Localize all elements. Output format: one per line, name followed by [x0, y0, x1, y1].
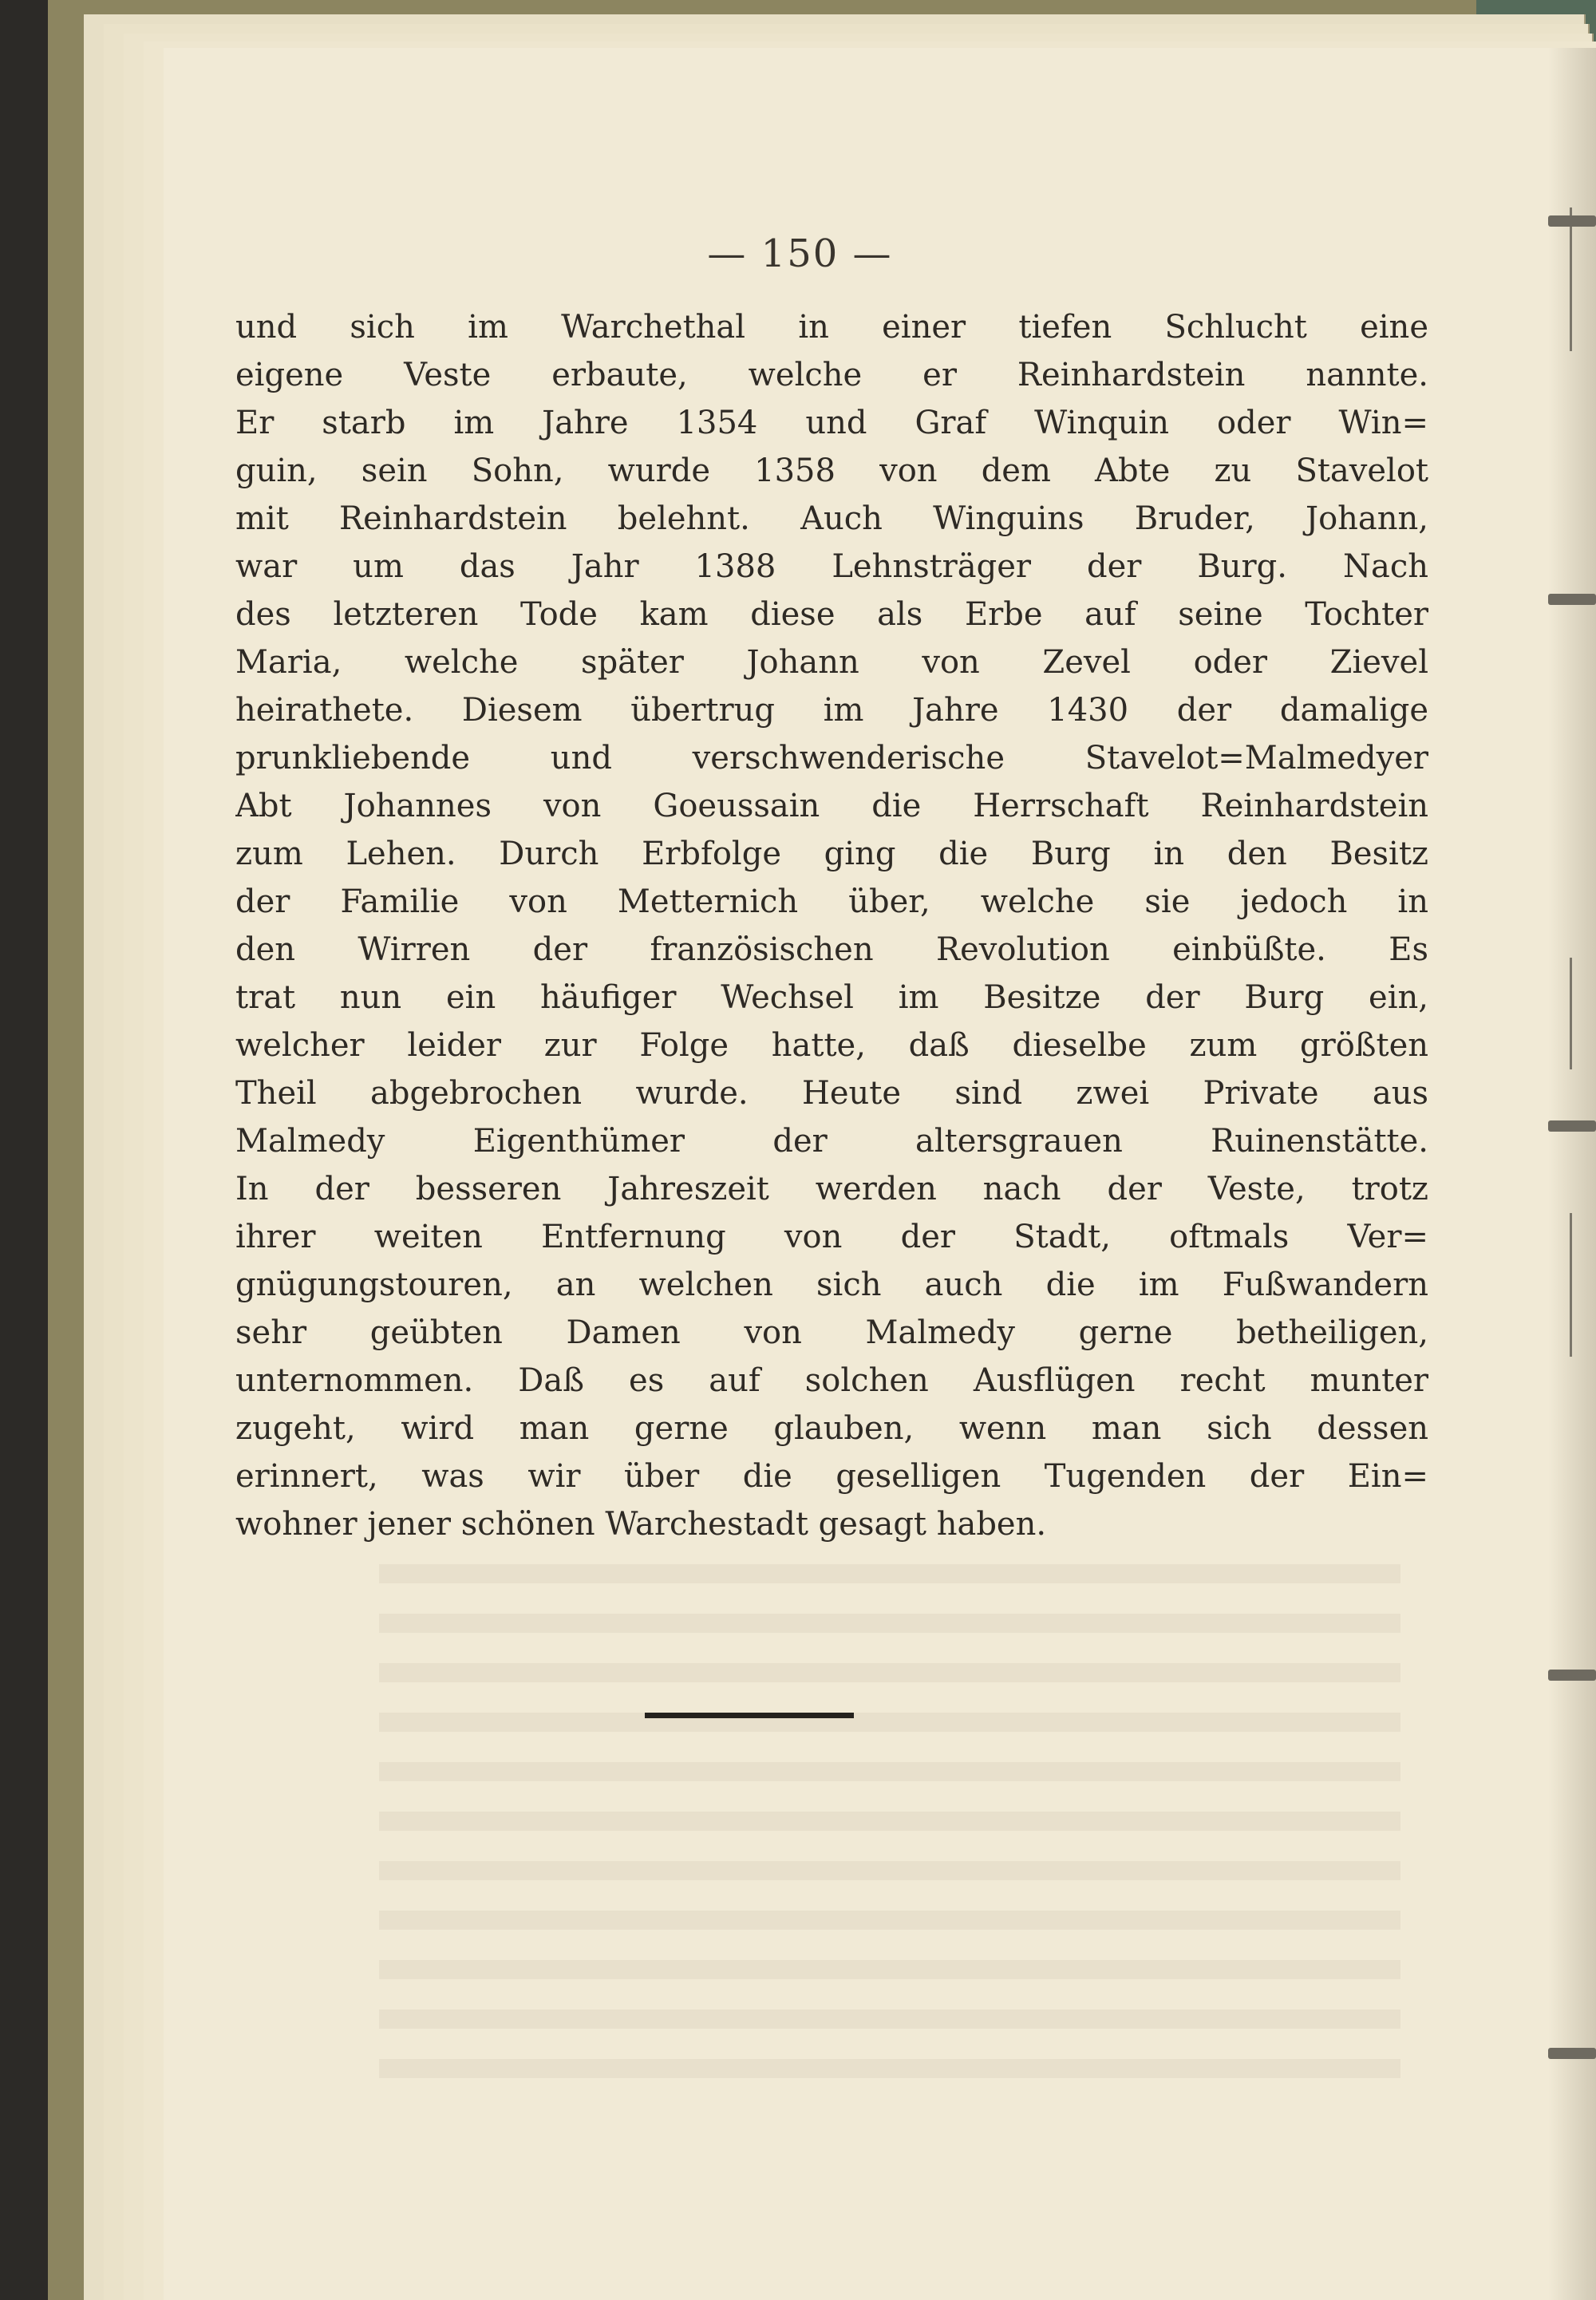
text-line: Malmedy Eigenthümer der altersgrauen Ruinenstätte. [235, 1123, 1428, 1160]
bleed-through-text [379, 1564, 1400, 2083]
binding-thread [1570, 958, 1572, 1069]
binding-thread [1570, 1213, 1572, 1357]
text-line: Er starb im Jahre 1354 und Graf Winquin oder Win= [235, 405, 1428, 441]
body-text [235, 303, 1428, 1548]
text-line: Theil abgebrochen wurde. Heute sind zwei Private aus [235, 1075, 1428, 1112]
end-of-chapter-rule [645, 1713, 854, 1718]
binding-clip-icon [1548, 594, 1596, 605]
text-line: heirathete. Diesem übertrug im Jahre 1430 der damalige [235, 692, 1428, 729]
gutter-shadow [1548, 48, 1596, 2300]
text-line: mit Reinhardstein belehnt. Auch Winguins Bruder, Johann, [235, 500, 1428, 537]
text-line: zum Lehen. Durch Erbfolge ging die Burg in den Besitz [235, 836, 1428, 872]
text-line: der Familie von Metternich über, welche sie jedoch in [235, 883, 1428, 920]
text-line: erinnert, was wir über die geselligen Tugenden der Ein= [235, 1458, 1428, 1495]
text-line: des letzteren Tode kam diese als Erbe auf seine Tochter [235, 596, 1428, 633]
text-line: trat nun ein häufiger Wechsel im Besitze der Burg ein, [235, 979, 1428, 1016]
text-line: und sich im Warchethal in einer tiefen Schlucht eine [235, 309, 1428, 346]
text-line: gnügungstouren, an welchen sich auch die im Fußwandern [235, 1267, 1428, 1303]
text-line: den Wirren der französischen Revolution einbüßte. Es [235, 931, 1428, 968]
text-line: eigene Veste erbaute, welche er Reinhardstein nannte. [235, 357, 1428, 393]
text-line: guin, sein Sohn, wurde 1358 von dem Abte zu Stavelot [235, 452, 1428, 489]
binding-thread [1570, 207, 1572, 351]
text-line: ihrer weiten Entfernung von der Stadt, oftmals Ver= [235, 1219, 1428, 1255]
text-line: prunkliebende und verschwenderische Stavelot=Malmedyer [235, 740, 1428, 777]
text-line: sehr geübten Damen von Malmedy gerne betheiligen, [235, 1314, 1428, 1351]
binding-clip-icon [1548, 1670, 1596, 1681]
text-line: In der besseren Jahreszeit werden nach der Veste, trotz [235, 1171, 1428, 1207]
text-line: Abt Johannes von Goeussain die Herrschaft Reinhardstein [235, 788, 1428, 824]
binding-clip-icon [1548, 215, 1596, 227]
text-line: war um das Jahr 1388 Lehnsträger der Burg. Nach [235, 548, 1428, 585]
binding-clip-icon [1548, 2048, 1596, 2059]
binding-clip-icon [1548, 1120, 1596, 1132]
page-number: — 150 — [707, 231, 893, 276]
text-line: Maria, welche später Johann von Zevel oder Zievel [235, 644, 1428, 681]
text-line: welcher leider zur Folge hatte, daß dieselbe zum größten [235, 1027, 1428, 1064]
text-line: wohner jener schönen Warchestadt gesagt haben. [235, 1506, 1047, 1543]
text-line: zugeht, wird man gerne glauben, wenn man sich dessen [235, 1410, 1428, 1447]
text-line: unternommen. Daß es auf solchen Ausflügen recht munter [235, 1362, 1428, 1399]
